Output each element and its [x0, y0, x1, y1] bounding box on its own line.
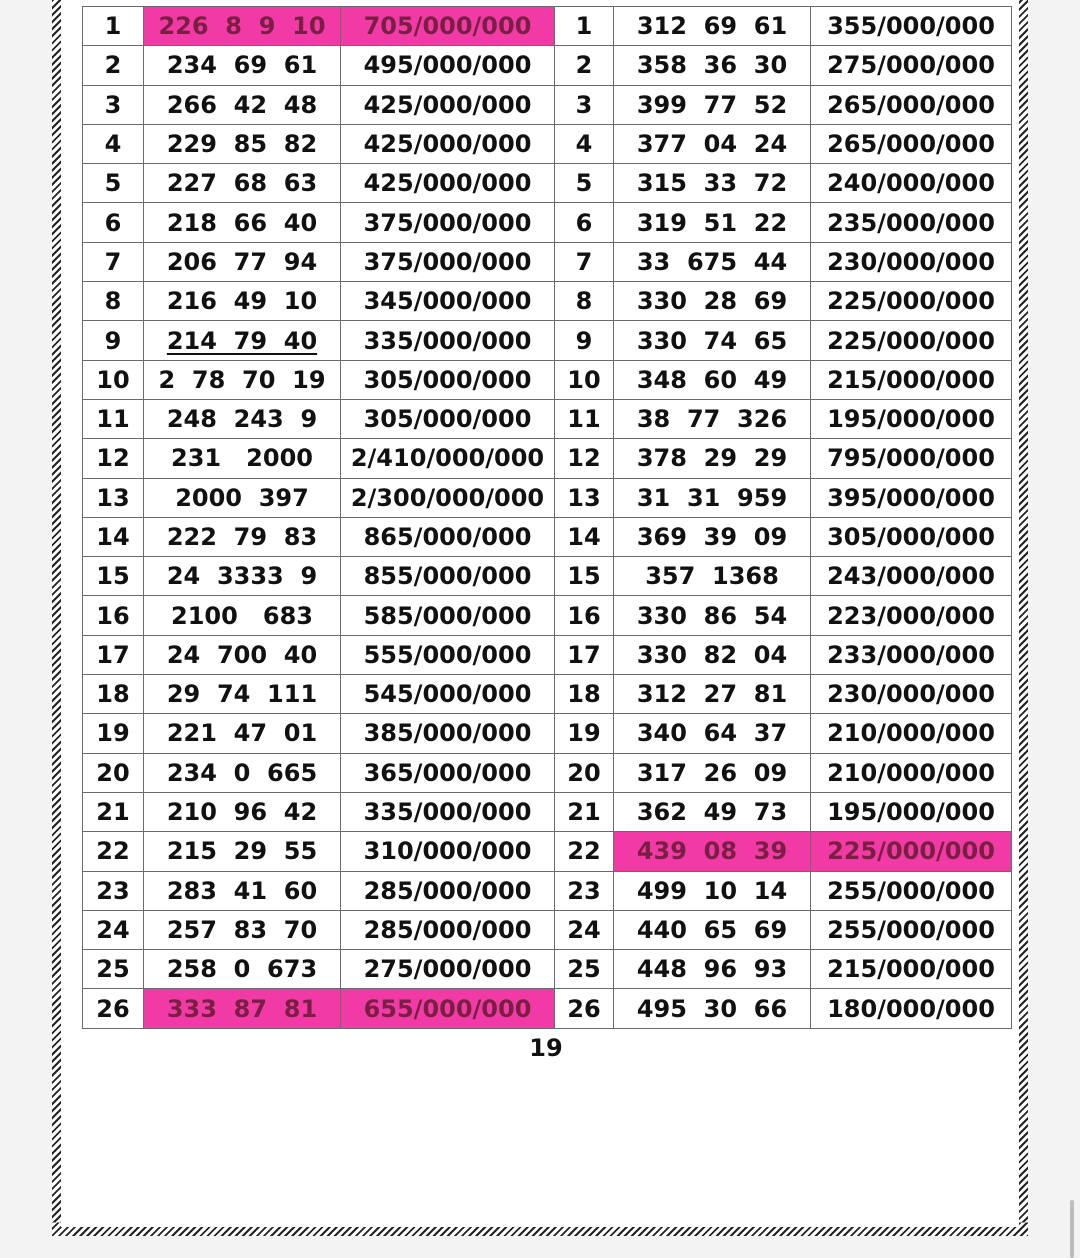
left-rank-cell: 20: [83, 753, 144, 792]
right-number-cell: 330 86 54: [614, 596, 811, 635]
left-number-cell: 221 47 01: [144, 714, 341, 753]
right-number-cell: 317 26 09: [614, 753, 811, 792]
right-number-cell: 315 33 72: [614, 164, 811, 203]
right-rank-cell: 6: [555, 203, 614, 242]
right-number-cell: 348 60 49: [614, 360, 811, 399]
right-amount-cell: 305/000/000: [811, 517, 1012, 556]
right-rank-cell: 3: [555, 85, 614, 124]
right-number-cell: 33 675 44: [614, 242, 811, 281]
left-amount-cell: 275/000/000: [341, 950, 555, 989]
left-number-cell: 222 79 83: [144, 517, 341, 556]
right-number-cell: 377 04 24: [614, 124, 811, 163]
right-amount-cell: 195/000/000: [811, 792, 1012, 831]
left-rank-cell: 9: [83, 321, 144, 360]
left-number-cell: 24 700 40: [144, 635, 341, 674]
right-amount-cell: 243/000/000: [811, 557, 1012, 596]
left-rank-cell: 26: [83, 989, 144, 1028]
right-amount-cell: 230/000/000: [811, 242, 1012, 281]
left-number-cell: [144, 321, 341, 360]
right-rank-cell: 21: [555, 792, 614, 831]
left-amount-cell: 425/000/000: [341, 124, 555, 163]
left-number-cell: 234 0 665: [144, 753, 341, 792]
right-amount-cell: 195/000/000: [811, 399, 1012, 438]
table-row: [83, 832, 1012, 871]
left-number-cell: 2000 397: [144, 478, 341, 517]
table-row: [83, 557, 1012, 596]
left-number-cell: 2 78 70 19: [144, 360, 341, 399]
left-rank-cell: 22: [83, 832, 144, 871]
left-amount-cell: 2/410/000/000: [341, 439, 555, 478]
right-rank-cell: 1: [555, 7, 614, 46]
right-number-cell: 330 28 69: [614, 282, 811, 321]
left-number-cell: 29 74 111: [144, 675, 341, 714]
right-amount-cell: 265/000/000: [811, 85, 1012, 124]
left-rank-cell: 7: [83, 242, 144, 281]
right-rank-cell: 5: [555, 164, 614, 203]
left-rank-cell: 1: [83, 7, 144, 46]
right-amount-cell: 395/000/000: [811, 478, 1012, 517]
table-row: [83, 164, 1012, 203]
left-amount-cell: 310/000/000: [341, 832, 555, 871]
right-number-cell: 357 1368: [614, 557, 811, 596]
right-number-cell: 358 36 30: [614, 46, 811, 85]
left-amount-cell: 545/000/000: [341, 675, 555, 714]
left-number-cell: 2100 683: [144, 596, 341, 635]
right-amount-cell: 795/000/000: [811, 439, 1012, 478]
left-number-cell: 215 29 55: [144, 832, 341, 871]
table-row: [83, 635, 1012, 674]
right-rank-cell: 13: [555, 478, 614, 517]
left-amount-cell: 705/000/000: [341, 7, 555, 46]
left-amount-cell: 495/000/000: [341, 46, 555, 85]
left-amount-cell: 345/000/000: [341, 282, 555, 321]
right-amount-cell: 180/000/000: [811, 989, 1012, 1028]
left-number-cell: 24 3333 9: [144, 557, 341, 596]
left-rank-cell: 15: [83, 557, 144, 596]
table-row: [83, 7, 1012, 46]
left-number-cell: 216 49 10: [144, 282, 341, 321]
right-amount-cell: 265/000/000: [811, 124, 1012, 163]
left-number-cell: 266 42 48: [144, 85, 341, 124]
right-rank-cell: 15: [555, 557, 614, 596]
right-number-cell: 448 96 93: [614, 950, 811, 989]
table-row: [83, 871, 1012, 910]
left-amount-cell: 425/000/000: [341, 85, 555, 124]
right-number-cell: 340 64 37: [614, 714, 811, 753]
left-rank-cell: 4: [83, 124, 144, 163]
left-amount-cell: 335/000/000: [341, 321, 555, 360]
left-rank-cell: 10: [83, 360, 144, 399]
left-number-cell: 231 2000: [144, 439, 341, 478]
right-rank-cell: 7: [555, 242, 614, 281]
page-number-text: 19: [529, 1034, 563, 1062]
left-amount-cell: 2/300/000/000: [341, 478, 555, 517]
left-amount-cell: 385/000/000: [341, 714, 555, 753]
right-amount-cell: 223/000/000: [811, 596, 1012, 635]
left-amount-cell: 305/000/000: [341, 399, 555, 438]
left-amount-cell: 285/000/000: [341, 871, 555, 910]
left-rank-cell: 3: [83, 85, 144, 124]
left-amount-cell: 375/000/000: [341, 203, 555, 242]
table-row: [83, 439, 1012, 478]
right-number-cell: 495 30 66: [614, 989, 811, 1028]
right-rank-cell: 17: [555, 635, 614, 674]
right-amount-cell: 230/000/000: [811, 675, 1012, 714]
right-amount-cell: 210/000/000: [811, 753, 1012, 792]
right-amount-cell: 355/000/000: [811, 7, 1012, 46]
right-number-cell: 369 39 09: [614, 517, 811, 556]
right-rank-cell: 10: [555, 360, 614, 399]
left-rank-cell: 8: [83, 282, 144, 321]
table-row: [83, 950, 1012, 989]
left-number-cell: 257 83 70: [144, 910, 341, 949]
right-number-cell: 330 82 04: [614, 635, 811, 674]
results-table-body: [83, 7, 1012, 1029]
table-row: [83, 282, 1012, 321]
right-rank-cell: 22: [555, 832, 614, 871]
right-rank-cell: 19: [555, 714, 614, 753]
table-row: [83, 714, 1012, 753]
table-row: [83, 46, 1012, 85]
left-amount-cell: 335/000/000: [341, 792, 555, 831]
left-rank-cell: 6: [83, 203, 144, 242]
right-amount-cell: 215/000/000: [811, 360, 1012, 399]
right-amount-cell: 275/000/000: [811, 46, 1012, 85]
left-rank-cell: 17: [83, 635, 144, 674]
table-row: [83, 517, 1012, 556]
right-rank-cell: 2: [555, 46, 614, 85]
underlined-number: 214 79 40: [166, 326, 318, 355]
left-rank-cell: 19: [83, 714, 144, 753]
left-rank-cell: 5: [83, 164, 144, 203]
right-amount-cell: 225/000/000: [811, 832, 1012, 871]
left-amount-cell: 305/000/000: [341, 360, 555, 399]
results-table: [82, 6, 1012, 1029]
table-row: [83, 792, 1012, 831]
right-number-cell: 399 77 52: [614, 85, 811, 124]
right-rank-cell: 24: [555, 910, 614, 949]
left-amount-cell: 555/000/000: [341, 635, 555, 674]
left-number-cell: 258 0 673: [144, 950, 341, 989]
left-amount-cell: 855/000/000: [341, 557, 555, 596]
left-rank-cell: 21: [83, 792, 144, 831]
right-amount-cell: 255/000/000: [811, 910, 1012, 949]
left-rank-cell: 12: [83, 439, 144, 478]
right-rank-cell: 4: [555, 124, 614, 163]
table-row: [83, 124, 1012, 163]
table-row: [83, 321, 1012, 360]
right-number-cell: 362 49 73: [614, 792, 811, 831]
table-row: [83, 399, 1012, 438]
left-amount-cell: 375/000/000: [341, 242, 555, 281]
left-amount-cell: 865/000/000: [341, 517, 555, 556]
left-number-cell: 229 85 82: [144, 124, 341, 163]
left-number-cell: 210 96 42: [144, 792, 341, 831]
left-amount-cell: 285/000/000: [341, 910, 555, 949]
table-row: [83, 675, 1012, 714]
right-amount-cell: 240/000/000: [811, 164, 1012, 203]
left-number-cell: 248 243 9: [144, 399, 341, 438]
right-number-cell: 330 74 65: [614, 321, 811, 360]
left-number-cell: 218 66 40: [144, 203, 341, 242]
right-amount-cell: 225/000/000: [811, 321, 1012, 360]
left-rank-cell: 14: [83, 517, 144, 556]
right-amount-cell: 233/000/000: [811, 635, 1012, 674]
right-rank-cell: 12: [555, 439, 614, 478]
right-amount-cell: 255/000/000: [811, 871, 1012, 910]
left-number-cell: 234 69 61: [144, 46, 341, 85]
right-rank-cell: 11: [555, 399, 614, 438]
right-rank-cell: 25: [555, 950, 614, 989]
right-rank-cell: 20: [555, 753, 614, 792]
left-rank-cell: 2: [83, 46, 144, 85]
table-row: [83, 478, 1012, 517]
right-number-cell: 499 10 14: [614, 871, 811, 910]
left-rank-cell: 16: [83, 596, 144, 635]
left-amount-cell: 365/000/000: [341, 753, 555, 792]
table-row: [83, 596, 1012, 635]
right-rank-cell: 8: [555, 282, 614, 321]
left-amount-cell: 425/000/000: [341, 164, 555, 203]
left-rank-cell: 23: [83, 871, 144, 910]
left-rank-cell: 11: [83, 399, 144, 438]
left-rank-cell: 25: [83, 950, 144, 989]
page-number: [0, 1034, 1080, 1062]
right-number-cell: 378 29 29: [614, 439, 811, 478]
left-amount-cell: 655/000/000: [341, 989, 555, 1028]
right-number-cell: 319 51 22: [614, 203, 811, 242]
left-rank-cell: 13: [83, 478, 144, 517]
right-amount-cell: 210/000/000: [811, 714, 1012, 753]
right-amount-cell: 225/000/000: [811, 282, 1012, 321]
right-amount-cell: 215/000/000: [811, 950, 1012, 989]
right-number-cell: 312 27 81: [614, 675, 811, 714]
right-number-cell: 439 08 39: [614, 832, 811, 871]
right-rank-cell: 14: [555, 517, 614, 556]
scrollbar-thumb[interactable]: [1070, 1200, 1074, 1258]
table-row: [83, 360, 1012, 399]
table-row: [83, 242, 1012, 281]
right-number-cell: 440 65 69: [614, 910, 811, 949]
right-number-cell: 38 77 326: [614, 399, 811, 438]
table-row: [83, 753, 1012, 792]
right-rank-cell: 18: [555, 675, 614, 714]
left-number-cell: 226 8 9 10: [144, 7, 341, 46]
right-number-cell: 312 69 61: [614, 7, 811, 46]
left-number-cell: 227 68 63: [144, 164, 341, 203]
right-amount-cell: 235/000/000: [811, 203, 1012, 242]
left-amount-cell: 585/000/000: [341, 596, 555, 635]
left-number-cell: 206 77 94: [144, 242, 341, 281]
right-number-cell: 31 31 959: [614, 478, 811, 517]
right-rank-cell: 16: [555, 596, 614, 635]
table-row: [83, 203, 1012, 242]
right-rank-cell: 26: [555, 989, 614, 1028]
left-number-cell: 333 87 81: [144, 989, 341, 1028]
left-rank-cell: 18: [83, 675, 144, 714]
left-number-cell: 283 41 60: [144, 871, 341, 910]
table-row: [83, 910, 1012, 949]
right-rank-cell: 23: [555, 871, 614, 910]
right-rank-cell: 9: [555, 321, 614, 360]
table-row: [83, 989, 1012, 1028]
left-rank-cell: 24: [83, 910, 144, 949]
table-row: [83, 85, 1012, 124]
